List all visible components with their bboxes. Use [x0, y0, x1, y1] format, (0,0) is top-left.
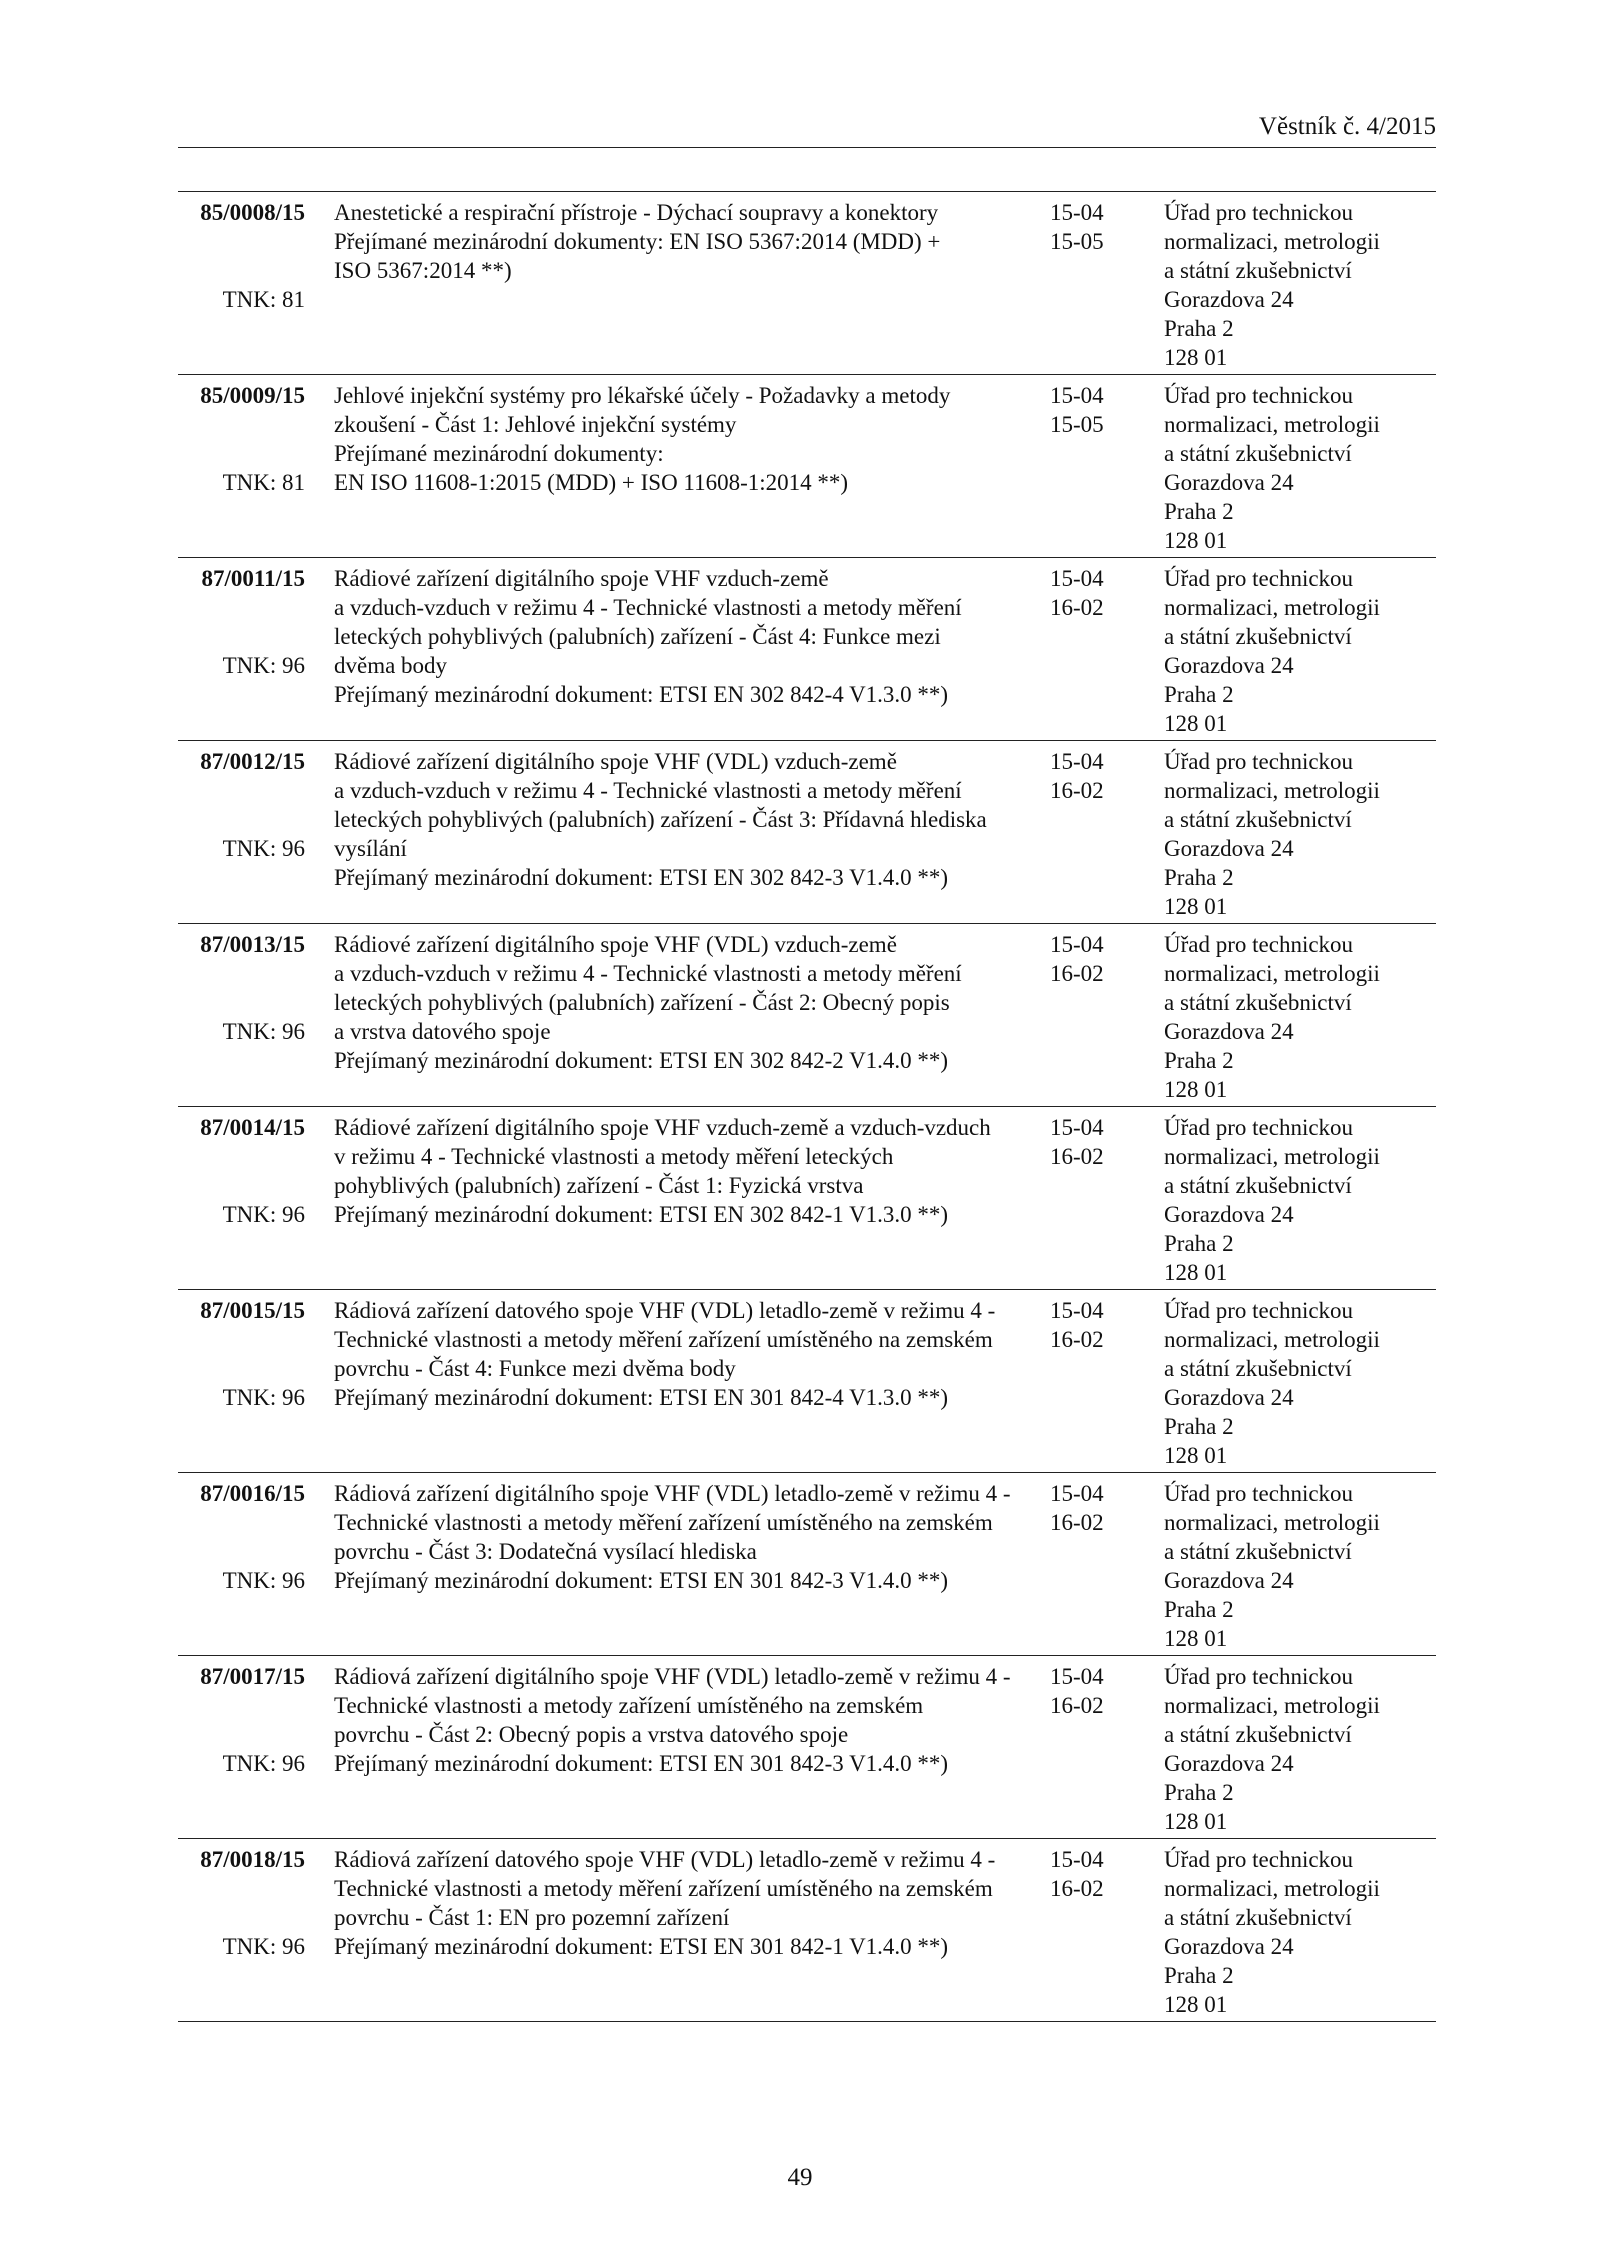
- entry-office-cell: [1164, 1113, 1436, 1287]
- entry-title-line: pohyblivých (palubních) zařízení - Část 1: Fyzická vrstva: [334, 1173, 864, 1198]
- entry-title-line: Přejímané mezinárodní dokumenty:: [334, 441, 664, 466]
- entry-title-line: Přejímané mezinárodní dokumenty: EN ISO 5367:2014 (MDD) +: [334, 229, 941, 254]
- entry-date: 15-04: [1050, 932, 1104, 957]
- entry-date: 15-05: [1050, 412, 1104, 437]
- entry-office-cell: [1164, 1296, 1436, 1470]
- entry-title-line: Rádiová zařízení datového spoje VHF (VDL) letadlo-země v režimu 4 -: [334, 1847, 996, 1872]
- entry-date: 15-04: [1050, 1115, 1104, 1140]
- entry-code: 87/0018/15: [200, 1847, 305, 1872]
- entry-dates-cell: [1050, 198, 1130, 256]
- entry-office-line: Gorazdova 24: [1164, 1385, 1294, 1410]
- entry-title-line: Jehlové injekční systémy pro lékařské účely - Požadavky a metody: [334, 383, 951, 408]
- table-row: [178, 741, 1436, 924]
- entry-title-cell: [334, 1845, 1034, 1961]
- entry-office-line: Praha 2: [1164, 865, 1234, 890]
- entry-title-line: Přejímaný mezinárodní dokument: ETSI EN 302 842-3 V1.4.0 **): [334, 865, 949, 890]
- entry-id-cell: [178, 1845, 305, 1959]
- entry-office-line: a státní zkušebnictví: [1164, 1173, 1352, 1198]
- entry-date: 15-04: [1050, 1481, 1104, 1506]
- entry-office-line: normalizaci, metrologii: [1164, 595, 1380, 620]
- entry-date: 16-02: [1050, 1510, 1104, 1535]
- entry-date: 15-04: [1050, 1298, 1104, 1323]
- entry-id-cell: [178, 1296, 305, 1410]
- entry-title-cell: [334, 1662, 1034, 1778]
- entry-title-cell: [334, 198, 1034, 285]
- table-row: [178, 1290, 1436, 1473]
- entry-office-line: a státní zkušebnictví: [1164, 807, 1352, 832]
- entry-title-line: Technické vlastnosti a metody měření zařízení umístěného na zemském: [334, 1876, 993, 1901]
- entry-office-line: Praha 2: [1164, 1414, 1234, 1439]
- entry-office-line: Gorazdova 24: [1164, 836, 1294, 861]
- entry-office-line: Praha 2: [1164, 499, 1234, 524]
- entry-office-line: Úřad pro technickou: [1164, 1664, 1354, 1689]
- entry-date: 15-04: [1050, 566, 1104, 591]
- entry-office-line: Gorazdova 24: [1164, 1751, 1294, 1776]
- entry-office-line: 128 01: [1164, 1809, 1228, 1834]
- entry-code: 87/0013/15: [200, 932, 305, 957]
- entry-title-line: povrchu - Část 1: EN pro pozemní zařízení: [334, 1905, 730, 1930]
- entry-title-line: Rádiové zařízení digitálního spoje VHF vzduch-země a vzduch-vzduch: [334, 1115, 991, 1140]
- entry-office-line: Úřad pro technickou: [1164, 932, 1354, 957]
- entry-title-line: Anestetické a respirační přístroje - Dýchací soupravy a konektory: [334, 200, 939, 225]
- entry-dates-cell: [1050, 381, 1130, 439]
- table-row: [178, 558, 1436, 741]
- entry-id-cell: [178, 1113, 305, 1227]
- entry-title-line: povrchu - Část 4: Funkce mezi dvěma body: [334, 1356, 736, 1381]
- entry-title-line: Rádiová zařízení digitálního spoje VHF (VDL) letadlo-země v režimu 4 -: [334, 1664, 1011, 1689]
- entry-office-line: Gorazdova 24: [1164, 1568, 1294, 1593]
- entry-title-line: v režimu 4 - Technické vlastnosti a metody měření leteckých: [334, 1144, 894, 1169]
- entry-office-line: Úřad pro technickou: [1164, 566, 1354, 591]
- entry-office-line: a státní zkušebnictví: [1164, 624, 1352, 649]
- entry-office-line: Úřad pro technickou: [1164, 1847, 1354, 1872]
- entry-title-line: dvěma body: [334, 653, 448, 678]
- entry-title-line: Technické vlastnosti a metody zařízení umístěného na zemském: [334, 1693, 924, 1718]
- standards-table: [178, 191, 1436, 2022]
- entry-office-cell: [1164, 564, 1436, 738]
- entry-title-cell: [334, 930, 1034, 1075]
- entry-office-cell: [1164, 198, 1436, 372]
- entry-office-cell: [1164, 1845, 1436, 2019]
- entry-id-cell: [178, 1479, 305, 1593]
- entry-office-line: normalizaci, metrologii: [1164, 1693, 1380, 1718]
- entry-code: 87/0014/15: [200, 1115, 305, 1140]
- entry-title-line: Přejímaný mezinárodní dokument: ETSI EN 301 842-3 V1.4.0 **): [334, 1568, 949, 1593]
- entry-tnk: TNK: 96: [222, 1385, 305, 1410]
- entry-date: 16-02: [1050, 1144, 1104, 1169]
- entry-office-line: Úřad pro technickou: [1164, 1115, 1354, 1140]
- entry-office-line: 128 01: [1164, 1260, 1228, 1285]
- entry-dates-cell: [1050, 1296, 1130, 1354]
- entry-office-line: 128 01: [1164, 1077, 1228, 1102]
- entry-title-line: Přejímaný mezinárodní dokument: ETSI EN 302 842-2 V1.4.0 **): [334, 1048, 949, 1073]
- entry-office-line: Úřad pro technickou: [1164, 1298, 1354, 1323]
- entry-office-line: 128 01: [1164, 528, 1228, 553]
- entry-title-line: ISO 5367:2014 **): [334, 258, 512, 283]
- entry-title-line: Rádiová zařízení digitálního spoje VHF (VDL) letadlo-země v režimu 4 -: [334, 1481, 1011, 1506]
- entry-tnk: TNK: 96: [222, 653, 305, 678]
- entry-tnk: TNK: 96: [222, 836, 305, 861]
- entry-office-cell: [1164, 747, 1436, 921]
- entry-title-line: povrchu - Část 2: Obecný popis a vrstva datového spoje: [334, 1722, 849, 1747]
- entry-title-line: a vrstva datového spoje: [334, 1019, 551, 1044]
- entry-tnk: TNK: 81: [222, 287, 305, 312]
- entry-office-line: Gorazdova 24: [1164, 470, 1294, 495]
- table-row: [178, 924, 1436, 1107]
- header-rule: [178, 147, 1436, 148]
- entry-office-line: 128 01: [1164, 894, 1228, 919]
- entry-date: 15-04: [1050, 383, 1104, 408]
- entry-date: 15-04: [1050, 749, 1104, 774]
- entry-title-cell: [334, 1479, 1034, 1595]
- entry-title-line: EN ISO 11608-1:2015 (MDD) + ISO 11608-1:2014 **): [334, 470, 849, 495]
- entry-title-line: Rádiové zařízení digitálního spoje VHF (VDL) vzduch-země: [334, 932, 897, 957]
- entry-office-line: 128 01: [1164, 1992, 1228, 2017]
- entry-office-line: Praha 2: [1164, 682, 1234, 707]
- entry-tnk: TNK: 96: [222, 1019, 305, 1044]
- entry-tnk: TNK: 96: [222, 1751, 305, 1776]
- entry-title-line: leteckých pohyblivých (palubních) zařízení - Část 3: Přídavná hlediska: [334, 807, 987, 832]
- entry-office-line: Gorazdova 24: [1164, 1019, 1294, 1044]
- entry-office-cell: [1164, 381, 1436, 555]
- entry-office-line: normalizaci, metrologii: [1164, 1876, 1380, 1901]
- entry-title-line: Přejímaný mezinárodní dokument: ETSI EN 302 842-4 V1.3.0 **): [334, 682, 949, 707]
- entry-office-line: a státní zkušebnictví: [1164, 1905, 1352, 1930]
- entry-title-line: Přejímaný mezinárodní dokument: ETSI EN 301 842-3 V1.4.0 **): [334, 1751, 949, 1776]
- entry-title-line: Rádiové zařízení digitálního spoje VHF vzduch-země: [334, 566, 829, 591]
- entry-title-cell: [334, 1113, 1034, 1229]
- entry-office-line: normalizaci, metrologii: [1164, 1510, 1380, 1535]
- entry-code: 85/0008/15: [200, 200, 305, 225]
- entry-title-cell: [334, 564, 1034, 709]
- entry-office-line: normalizaci, metrologii: [1164, 229, 1380, 254]
- entry-title-cell: [334, 381, 1034, 497]
- entry-office-line: normalizaci, metrologii: [1164, 1144, 1380, 1169]
- entry-tnk: TNK: 81: [222, 470, 305, 495]
- entry-code: 87/0017/15: [200, 1664, 305, 1689]
- entry-date: 16-02: [1050, 961, 1104, 986]
- entry-office-cell: [1164, 930, 1436, 1104]
- entry-office-line: normalizaci, metrologii: [1164, 961, 1380, 986]
- entry-office-cell: [1164, 1662, 1436, 1836]
- entry-dates-cell: [1050, 1479, 1130, 1537]
- entry-date: 15-04: [1050, 1847, 1104, 1872]
- entry-tnk: TNK: 96: [222, 1202, 305, 1227]
- entry-code: 85/0009/15: [200, 383, 305, 408]
- entry-office-cell: [1164, 1479, 1436, 1653]
- entry-office-line: Praha 2: [1164, 1597, 1234, 1622]
- entry-office-line: a státní zkušebnictví: [1164, 1722, 1352, 1747]
- entry-office-line: Gorazdova 24: [1164, 287, 1294, 312]
- entry-id-cell: [178, 1662, 305, 1776]
- entry-date: 16-02: [1050, 1876, 1104, 1901]
- entry-title-line: a vzduch-vzduch v režimu 4 - Technické vlastnosti a metody měření: [334, 778, 962, 803]
- table-row: [178, 375, 1436, 558]
- entry-office-line: 128 01: [1164, 1626, 1228, 1651]
- entry-office-line: Úřad pro technickou: [1164, 200, 1354, 225]
- entry-office-line: Gorazdova 24: [1164, 653, 1294, 678]
- entry-title-line: Technické vlastnosti a metody měření zařízení umístěného na zemském: [334, 1327, 993, 1352]
- table-row: [178, 1839, 1436, 2022]
- entry-title-cell: [334, 1296, 1034, 1412]
- entry-code: 87/0016/15: [200, 1481, 305, 1506]
- entry-office-line: Úřad pro technickou: [1164, 1481, 1354, 1506]
- entry-dates-cell: [1050, 564, 1130, 622]
- entry-dates-cell: [1050, 1845, 1130, 1903]
- table-row: [178, 1473, 1436, 1656]
- entry-tnk: TNK: 96: [222, 1934, 305, 1959]
- entry-date: 15-04: [1050, 1664, 1104, 1689]
- entry-tnk: TNK: 96: [222, 1568, 305, 1593]
- entry-title-line: zkoušení - Část 1: Jehlové injekční systémy: [334, 412, 737, 437]
- entry-office-line: a státní zkušebnictví: [1164, 1356, 1352, 1381]
- entry-office-line: Praha 2: [1164, 1963, 1234, 1988]
- entry-dates-cell: [1050, 1662, 1130, 1720]
- entry-title-cell: [334, 747, 1034, 892]
- entry-title-line: leteckých pohyblivých (palubních) zařízení - Část 4: Funkce mezi: [334, 624, 941, 649]
- page-header-title: Věstník č. 4/2015: [1258, 113, 1436, 140]
- entry-office-line: a státní zkušebnictví: [1164, 990, 1352, 1015]
- entry-title-line: Přejímaný mezinárodní dokument: ETSI EN 301 842-4 V1.3.0 **): [334, 1385, 949, 1410]
- entry-title-line: Přejímaný mezinárodní dokument: ETSI EN 302 842-1 V1.3.0 **): [334, 1202, 949, 1227]
- entry-office-line: Úřad pro technickou: [1164, 749, 1354, 774]
- entry-office-line: normalizaci, metrologii: [1164, 1327, 1380, 1352]
- entry-office-line: a státní zkušebnictví: [1164, 1539, 1352, 1564]
- entry-id-cell: [178, 747, 305, 861]
- entry-office-line: Úřad pro technickou: [1164, 383, 1354, 408]
- entry-office-line: Praha 2: [1164, 1231, 1234, 1256]
- entry-office-line: a státní zkušebnictví: [1164, 441, 1352, 466]
- entry-title-line: Rádiová zařízení datového spoje VHF (VDL) letadlo-země v režimu 4 -: [334, 1298, 996, 1323]
- entry-title-line: a vzduch-vzduch v režimu 4 - Technické vlastnosti a metody měření: [334, 961, 962, 986]
- entry-id-cell: [178, 564, 305, 678]
- table-row: [178, 1107, 1436, 1290]
- entry-date: 16-02: [1050, 1693, 1104, 1718]
- entry-id-cell: [178, 198, 305, 312]
- entry-id-cell: [178, 930, 305, 1044]
- table-row: [178, 1656, 1436, 1839]
- table-row: [178, 192, 1436, 375]
- entry-office-line: Praha 2: [1164, 316, 1234, 341]
- entry-dates-cell: [1050, 747, 1130, 805]
- entry-date: 16-02: [1050, 595, 1104, 620]
- entry-title-line: Technické vlastnosti a metody měření zařízení umístěného na zemském: [334, 1510, 993, 1535]
- entry-code: 87/0011/15: [201, 566, 305, 591]
- entry-office-line: 128 01: [1164, 1443, 1228, 1468]
- entry-id-cell: [178, 381, 305, 495]
- entry-dates-cell: [1050, 930, 1130, 988]
- entry-title-line: Rádiové zařízení digitálního spoje VHF (VDL) vzduch-země: [334, 749, 897, 774]
- entry-office-line: normalizaci, metrologii: [1164, 412, 1380, 437]
- entry-title-line: Přejímaný mezinárodní dokument: ETSI EN 301 842-1 V1.4.0 **): [334, 1934, 949, 1959]
- entry-office-line: Praha 2: [1164, 1780, 1234, 1805]
- entry-office-line: Gorazdova 24: [1164, 1202, 1294, 1227]
- page-number: 49: [787, 2164, 813, 2191]
- entry-office-line: Gorazdova 24: [1164, 1934, 1294, 1959]
- entry-office-line: Praha 2: [1164, 1048, 1234, 1073]
- entry-code: 87/0012/15: [200, 749, 305, 774]
- entry-date: 15-04: [1050, 200, 1104, 225]
- entry-date: 16-02: [1050, 1327, 1104, 1352]
- entry-date: 16-02: [1050, 778, 1104, 803]
- entry-office-line: normalizaci, metrologii: [1164, 778, 1380, 803]
- entry-dates-cell: [1050, 1113, 1130, 1171]
- entry-title-line: a vzduch-vzduch v režimu 4 - Technické vlastnosti a metody měření: [334, 595, 962, 620]
- entry-title-line: leteckých pohyblivých (palubních) zařízení - Část 2: Obecný popis: [334, 990, 950, 1015]
- entry-title-line: vysílání: [334, 836, 407, 861]
- entry-office-line: 128 01: [1164, 345, 1228, 370]
- entry-office-line: 128 01: [1164, 711, 1228, 736]
- entry-office-line: a státní zkušebnictví: [1164, 258, 1352, 283]
- entry-date: 15-05: [1050, 229, 1104, 254]
- entry-title-line: povrchu - Část 3: Dodatečná vysílací hlediska: [334, 1539, 757, 1564]
- entry-code: 87/0015/15: [200, 1298, 305, 1323]
